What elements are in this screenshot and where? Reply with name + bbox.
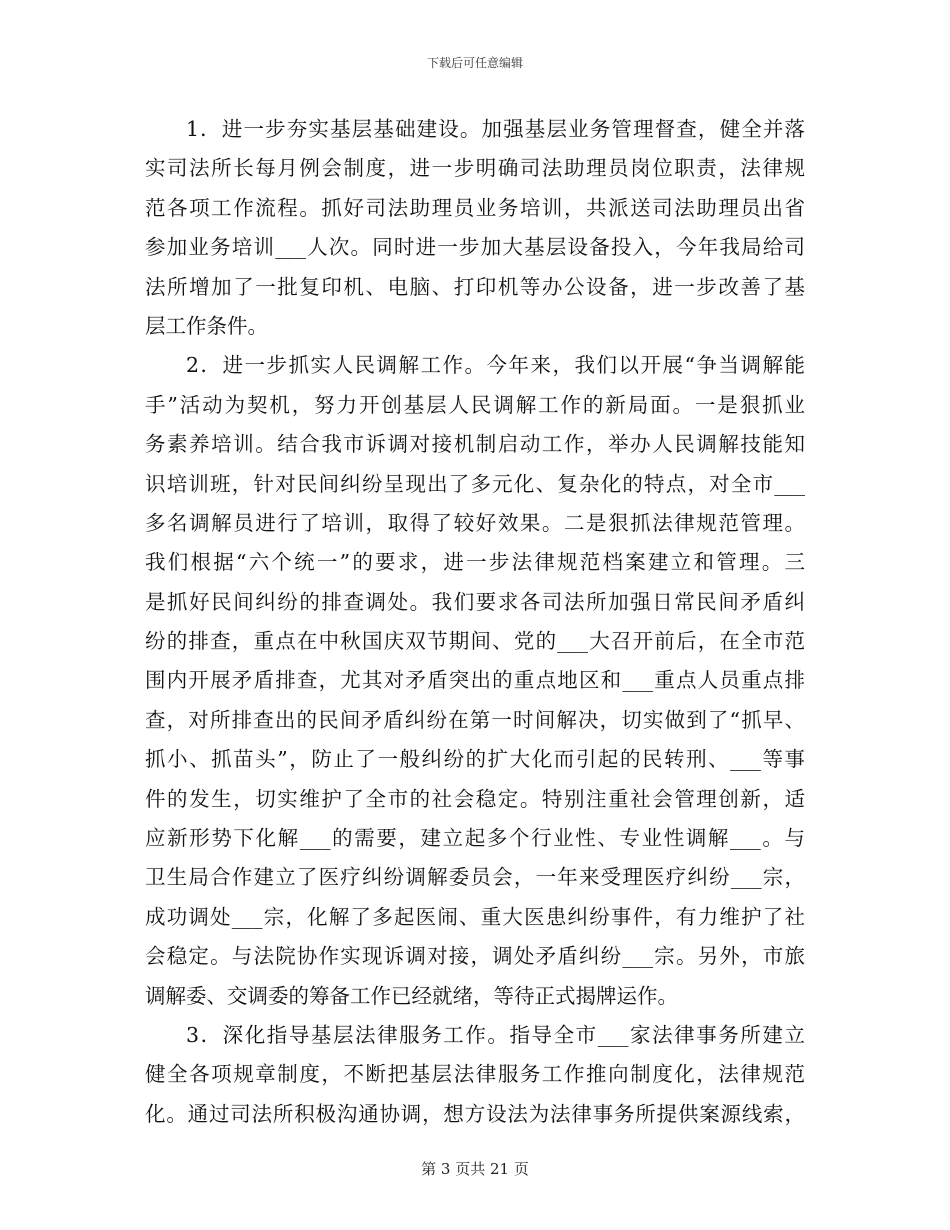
text-line: 成功调处___宗，化解了多起医闹、重大医患纠纷事件，有力维护了社 bbox=[145, 904, 805, 929]
text-line: 应新形势下化解___的需要，建立起多个行业性、专业性调解___。与 bbox=[145, 826, 805, 851]
text-line: 识培训班，针对民间纠纷呈现出了多元化、复杂化的特点，对全市___ bbox=[145, 471, 805, 496]
text-line: 2．进一步抓实人民调解工作。今年来，我们以开展“争当调解能 bbox=[186, 353, 805, 378]
text-line: 化。通过司法所积极沟通协调，想方设法为法律事务所提供案源线索， bbox=[145, 1101, 805, 1126]
text-line: 层工作条件。 bbox=[145, 313, 268, 338]
text-line: 1．进一步夯实基层基础建设。加强基层业务管理督查，健全并落 bbox=[186, 117, 805, 141]
text-line: 是抓好民间纠纷的排查调处。我们要求各司法所加强日常民间矛盾纠 bbox=[145, 589, 805, 614]
page-footer: 第 3 页共 21 页 bbox=[421, 1160, 529, 1178]
text-line: 我们根据“六个统一”的要求，进一步法律规范档案建立和管理。三 bbox=[145, 550, 805, 575]
text-line: 查，对所排查出的民间矛盾纠纷在第一时间解决，切实做到了“抓早、 bbox=[145, 707, 805, 732]
text-line: 务素养培训。结合我市诉调对接机制启动工作，举办人民调解技能知 bbox=[145, 432, 805, 457]
text-line: 手”活动为契机，努力开创基层人民调解工作的新局面。一是狠抓业 bbox=[145, 392, 805, 417]
document-body bbox=[145, 110, 805, 1134]
text-line: 抓小、抓苗头”，防止了一般纠纷的扩大化而引起的民转刑、___等事 bbox=[145, 747, 805, 772]
text-line: 法所增加了一批复印机、电脑、打印机等办公设备，进一步改善了基 bbox=[145, 274, 805, 299]
text-line: 参加业务培训___人次。同时进一步加大基层设备投入，今年我局给司 bbox=[145, 235, 805, 260]
text-line: 范各项工作流程。抓好司法助理员业务培训，共派送司法助理员出省 bbox=[145, 195, 805, 220]
text-line: 会稳定。与法院协作实现诉调对接，调处矛盾纠纷___宗。另外，市旅 bbox=[145, 944, 805, 969]
text-line: 件的发生，切实维护了全市的社会稳定。特别注重社会管理创新，适 bbox=[145, 786, 805, 811]
text-line: 卫生局合作建立了医疗纠纷调解委员会，一年来受理医疗纠纷___宗， bbox=[145, 865, 805, 890]
text-line: 调解委、交调委的筹备工作已经就绪，等待正式揭牌运作。 bbox=[145, 983, 678, 1008]
text-line: 纷的排查，重点在中秋国庆双节期间、党的___大召开前后，在全市范 bbox=[145, 629, 805, 654]
text-line: 3．深化指导基层法律服务工作。指导全市___家法律事务所建立 bbox=[186, 1022, 805, 1047]
text-line: 围内开展矛盾排查，尤其对矛盾突出的重点地区和___重点人员重点排 bbox=[145, 668, 805, 693]
text-line: 实司法所长每月例会制度，进一步明确司法助理员岗位职责，法律规 bbox=[145, 156, 805, 181]
page-header: 下载后可任意编辑 bbox=[426, 56, 523, 70]
text-line: 多名调解员进行了培训，取得了较好效果。二是狠抓法律规范管理。 bbox=[145, 510, 805, 535]
text-line: 健全各项规章制度，不断把基层法律服务工作推向制度化，法律规范 bbox=[145, 1062, 805, 1087]
